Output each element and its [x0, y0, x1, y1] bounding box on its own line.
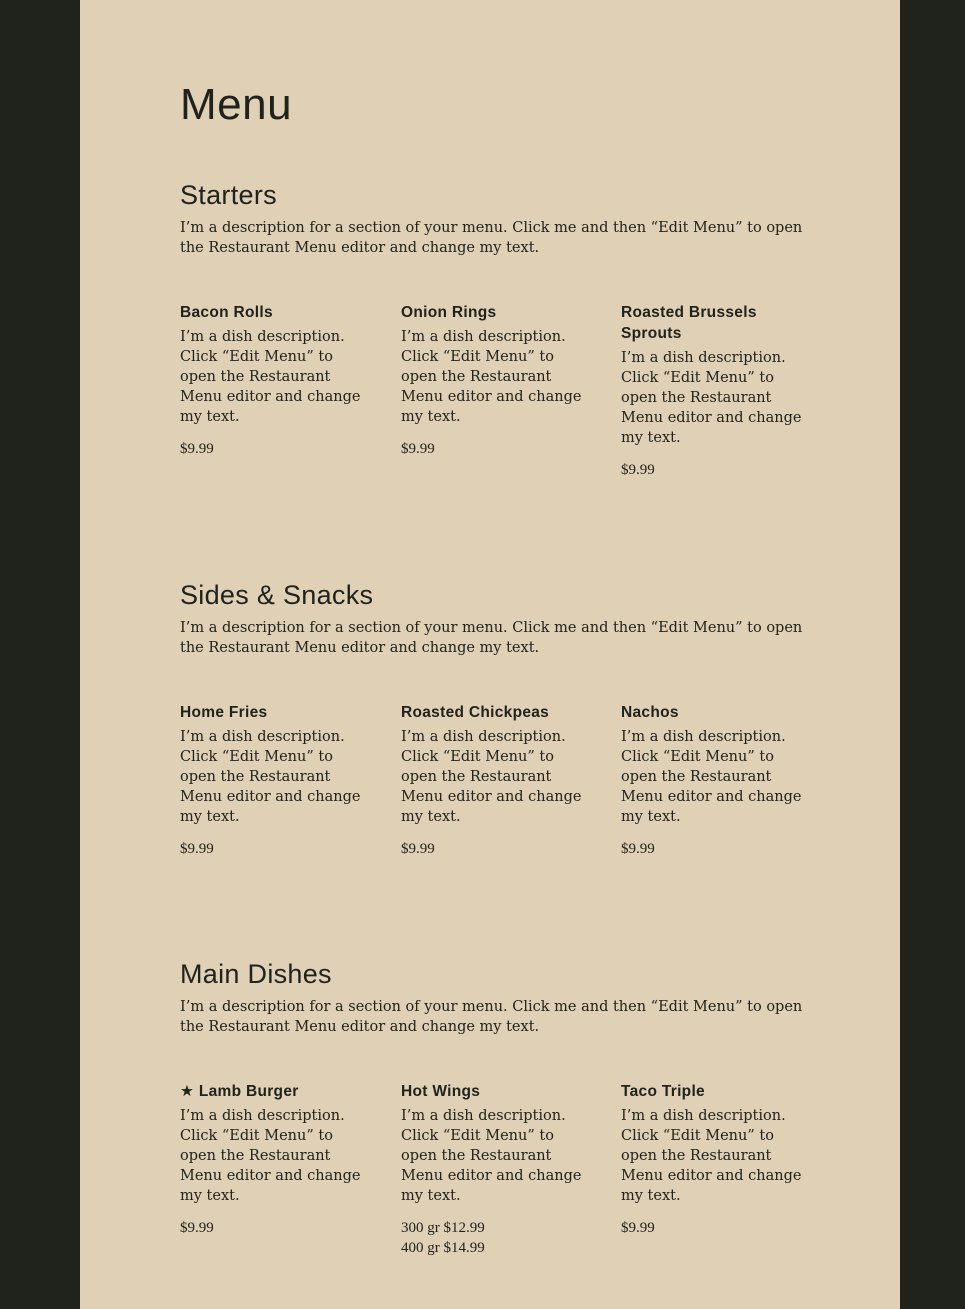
section-items — [180, 702, 820, 922]
item-name — [180, 1081, 365, 1102]
menu-section-sides-snacks[interactable] — [180, 578, 820, 922]
menu-item-bacon-rolls[interactable] — [180, 302, 365, 459]
item-price: $9.99 — [180, 441, 214, 457]
section-title: Starters — [180, 180, 277, 210]
item-name: Onion Rings — [401, 304, 497, 321]
item-name-text: Lamb Burger — [198, 1083, 299, 1100]
item-description: I’m a dish description. Click “Edit Menu” to open the Restaurant Menu editor and change my text. — [401, 729, 582, 825]
menu-item-nachos[interactable] — [621, 702, 806, 859]
section-description: I’m a description for a section of your menu. Click me and then “Edit Menu” to open the Restaurant Menu editor and change my text. — [180, 620, 803, 656]
menu-section-starters[interactable] — [180, 178, 820, 522]
item-description: I’m a dish description. Click “Edit Menu” to open the Restaurant Menu editor and change my text. — [180, 729, 361, 825]
item-name: Home Fries — [180, 704, 268, 721]
menu-item-taco-triple[interactable] — [621, 1081, 806, 1238]
menu-item-roasted-chickpeas[interactable] — [401, 702, 586, 859]
menu-item-hot-wings[interactable] — [401, 1081, 586, 1258]
page-title: Menu — [180, 80, 293, 129]
menu-section-main-dishes[interactable] — [180, 957, 820, 1301]
item-description: I’m a dish description. Click “Edit Menu” to open the Restaurant Menu editor and change my text. — [401, 329, 582, 425]
item-price-variant: 300 gr $12.99 — [401, 1220, 485, 1236]
section-items — [180, 1081, 820, 1301]
item-name: Bacon Rolls — [180, 304, 273, 321]
section-description: I’m a description for a section of your menu. Click me and then “Edit Menu” to open the Restaurant Menu editor and change my text. — [180, 220, 803, 256]
item-price: $9.99 — [621, 1220, 655, 1236]
menu-item-lamb-burger[interactable] — [180, 1081, 365, 1238]
item-price: $9.99 — [621, 841, 655, 857]
item-price: $9.99 — [401, 441, 435, 457]
section-title: Sides & Snacks — [180, 580, 374, 610]
item-description: I’m a dish description. Click “Edit Menu” to open the Restaurant Menu editor and change my text. — [621, 729, 802, 825]
item-name: Roasted Brussels Sprouts — [621, 304, 757, 342]
menu-item-roasted-brussels-sprouts[interactable] — [621, 302, 806, 480]
item-name: Taco Triple — [621, 1083, 705, 1100]
item-description: I’m a dish description. Click “Edit Menu” to open the Restaurant Menu editor and change my text. — [180, 329, 361, 425]
menu-page — [80, 0, 900, 1309]
item-price: $9.99 — [180, 841, 214, 857]
item-description: I’m a dish description. Click “Edit Menu” to open the Restaurant Menu editor and change my text. — [621, 1108, 802, 1204]
item-price: $9.99 — [180, 1220, 214, 1236]
item-description: I’m a dish description. Click “Edit Menu” to open the Restaurant Menu editor and change my text. — [180, 1108, 361, 1204]
item-description: I’m a dish description. Click “Edit Menu” to open the Restaurant Menu editor and change my text. — [621, 350, 802, 446]
menu-item-onion-rings[interactable] — [401, 302, 586, 459]
item-name: Hot Wings — [401, 1083, 481, 1100]
item-price: $9.99 — [621, 462, 655, 478]
section-description: I’m a description for a section of your menu. Click me and then “Edit Menu” to open the Restaurant Menu editor and change my text. — [180, 999, 803, 1035]
item-description: I’m a dish description. Click “Edit Menu” to open the Restaurant Menu editor and change my text. — [401, 1108, 582, 1204]
section-title: Main Dishes — [180, 959, 332, 989]
menu-item-home-fries[interactable] — [180, 702, 365, 859]
item-price: $9.99 — [401, 841, 435, 857]
item-price-variant: 400 gr $14.99 — [401, 1240, 485, 1256]
section-items — [180, 302, 820, 522]
star-icon: ★ — [180, 1082, 195, 1100]
item-name: Roasted Chickpeas — [401, 704, 550, 721]
item-name: Nachos — [621, 704, 679, 721]
